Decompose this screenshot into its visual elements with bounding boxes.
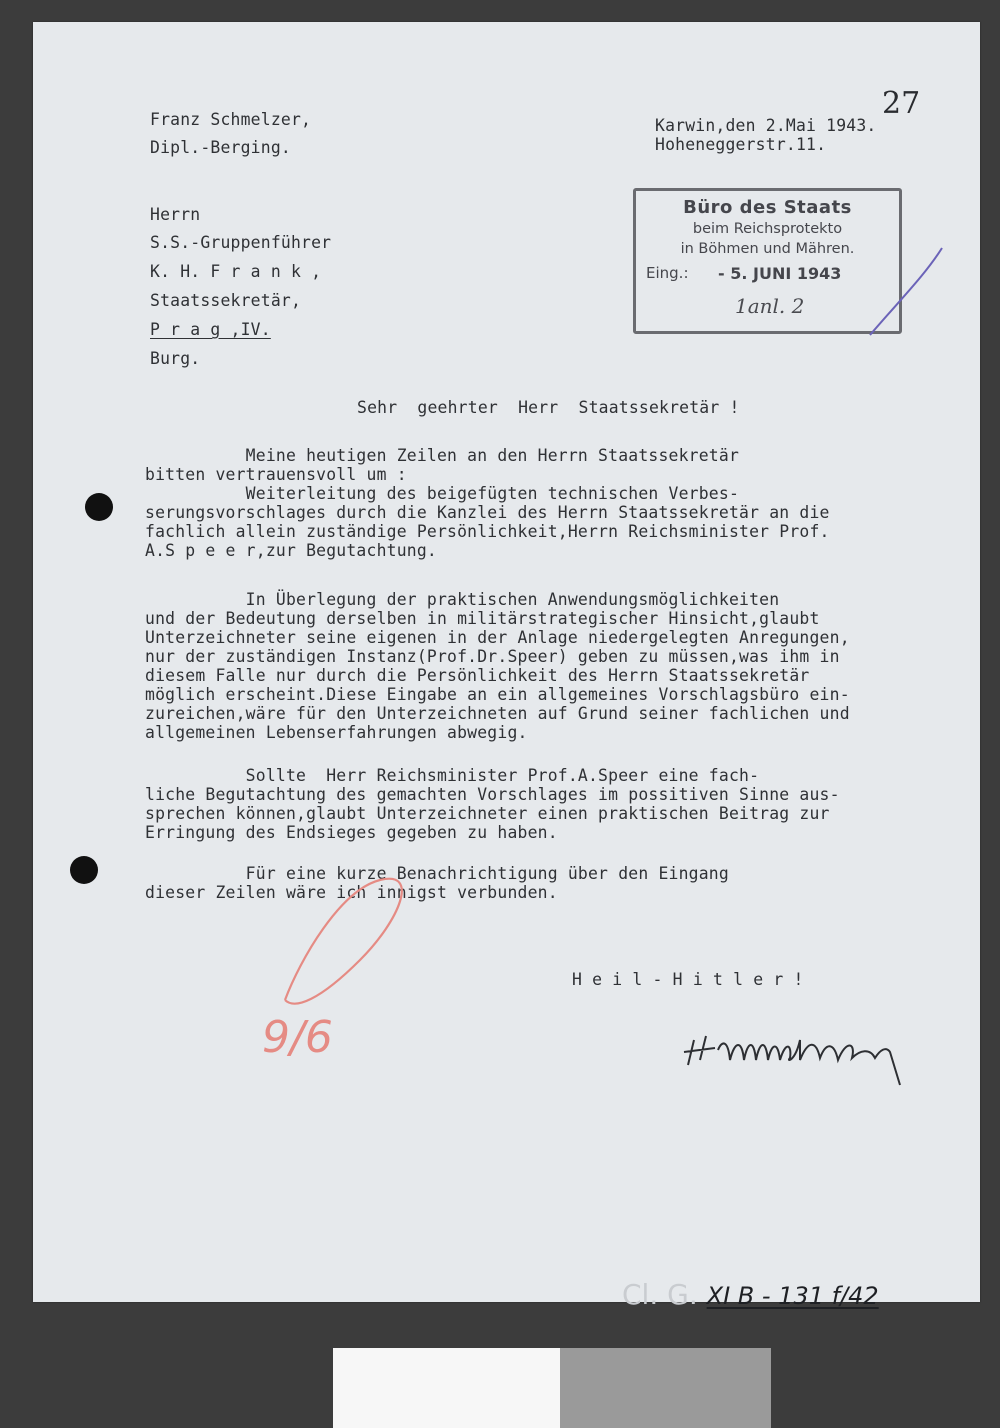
recipient-line-4: Staatssekretär,: [150, 291, 302, 310]
blue-pencil-mark: [870, 248, 942, 335]
paragraph-2-line-7: zureichen,wäre für den Unterzeichneten auf Grund seiner fachlichen und: [145, 704, 850, 723]
archive-ref-number: XI B - 131 f/42: [706, 1282, 879, 1310]
sender-name: Franz Schmelzer,: [150, 110, 312, 129]
paragraph-1-line-2: bitten vertrauensvoll um :: [145, 465, 407, 484]
address-street: Hoheneggerstr.11.: [655, 135, 827, 154]
paragraph-4-line-1: Für eine kurze Benachrichtigung über den Eingang: [145, 864, 729, 883]
salutation: Sehr geehrter Herr Staatssekretär !: [357, 398, 740, 417]
paragraph-1-line-5: fachlich allein zuständige Persönlichkeit,Herrn Reichsminister Prof.: [145, 522, 830, 541]
paragraph-1-line-6: A.S p e e r,zur Begutachtung.: [145, 541, 437, 560]
paragraph-2-line-5: diesem Falle nur durch die Persönlichkeit des Herrn Staatssekretär: [145, 666, 810, 685]
paragraph-4-line-2: dieser Zeilen wäre ich innigst verbunden.: [145, 883, 558, 902]
recipient-line-2: S.S.-Gruppenführer: [150, 233, 332, 252]
stamp-handwritten-note: 1anl. 2: [735, 294, 805, 318]
paragraph-1-line-1: Meine heutigen Zeilen an den Herrn Staatssekretär: [145, 446, 740, 465]
page-number: 27: [882, 86, 921, 121]
stamp-received-label: Eing.:: [646, 264, 689, 282]
paragraph-3-line-4: Erringung des Endsieges gegeben zu haben.: [145, 823, 558, 842]
recipient-line-5: P r a g ,IV.: [150, 320, 271, 339]
recipient-line-1: Herrn: [150, 205, 201, 224]
archive-prefix: Cl. G.: [622, 1278, 698, 1311]
paragraph-2-line-6: möglich erscheint.Diese Eingabe an ein allgemeines Vorschlagsbüro ein-: [145, 685, 850, 704]
paragraph-2-line-2: und der Bedeutung derselben in militärstrategischer Hinsicht,glaubt: [145, 609, 820, 628]
paragraph-2-line-8: allgemeinen Lebenserfahrungen abwegig.: [145, 723, 528, 742]
signature: [684, 1036, 900, 1085]
closing-greeting: H e i l - H i t l e r !: [572, 970, 804, 989]
paragraph-2-line-1: In Überlegung der praktischen Anwendungsmöglichkeiten: [145, 590, 780, 609]
red-pencil-mark: 9/6: [262, 1012, 333, 1063]
red-pencil-loop: [285, 879, 402, 1004]
paragraph-3-line-3: sprechen können,glaubt Unterzeichneter einen praktischen Beitrag zur: [145, 804, 830, 823]
paragraph-1-line-4: serungsvorschlages durch die Kanzlei des Herrn Staatssekretär an die: [145, 503, 830, 522]
paragraph-2-line-4: nur der zuständigen Instanz(Prof.Dr.Speer) geben zu müssen,was ihm in: [145, 647, 840, 666]
recipient-line-6: Burg.: [150, 349, 201, 368]
stamp-line-1: Büro des Staats: [683, 197, 852, 218]
stamp-received-date: - 5. JUNI 1943: [718, 264, 842, 283]
recipient-line-3: K. H. F r a n k ,: [150, 262, 322, 281]
paragraph-3-line-2: liche Begutachtung des gemachten Vorschlages im possitiven Sinne aus-: [145, 785, 840, 804]
paragraph-1-line-3: Weiterleitung des beigefügten technischen Verbes-: [145, 484, 740, 503]
stamp-line-3: in Böhmen und Mähren.: [680, 241, 855, 257]
stamp-line-2: beim Reichsprotekto: [692, 221, 843, 237]
paragraph-3-line-1: Sollte Herr Reichsminister Prof.A.Speer eine fach-: [145, 766, 760, 785]
place-date: Karwin,den 2.Mai 1943.: [655, 116, 877, 135]
paragraph-2-line-3: Unterzeichneter seine eigenen in der Anlage niedergelegten Anregungen,: [145, 628, 850, 647]
sender-title: Dipl.-Berging.: [150, 138, 291, 157]
